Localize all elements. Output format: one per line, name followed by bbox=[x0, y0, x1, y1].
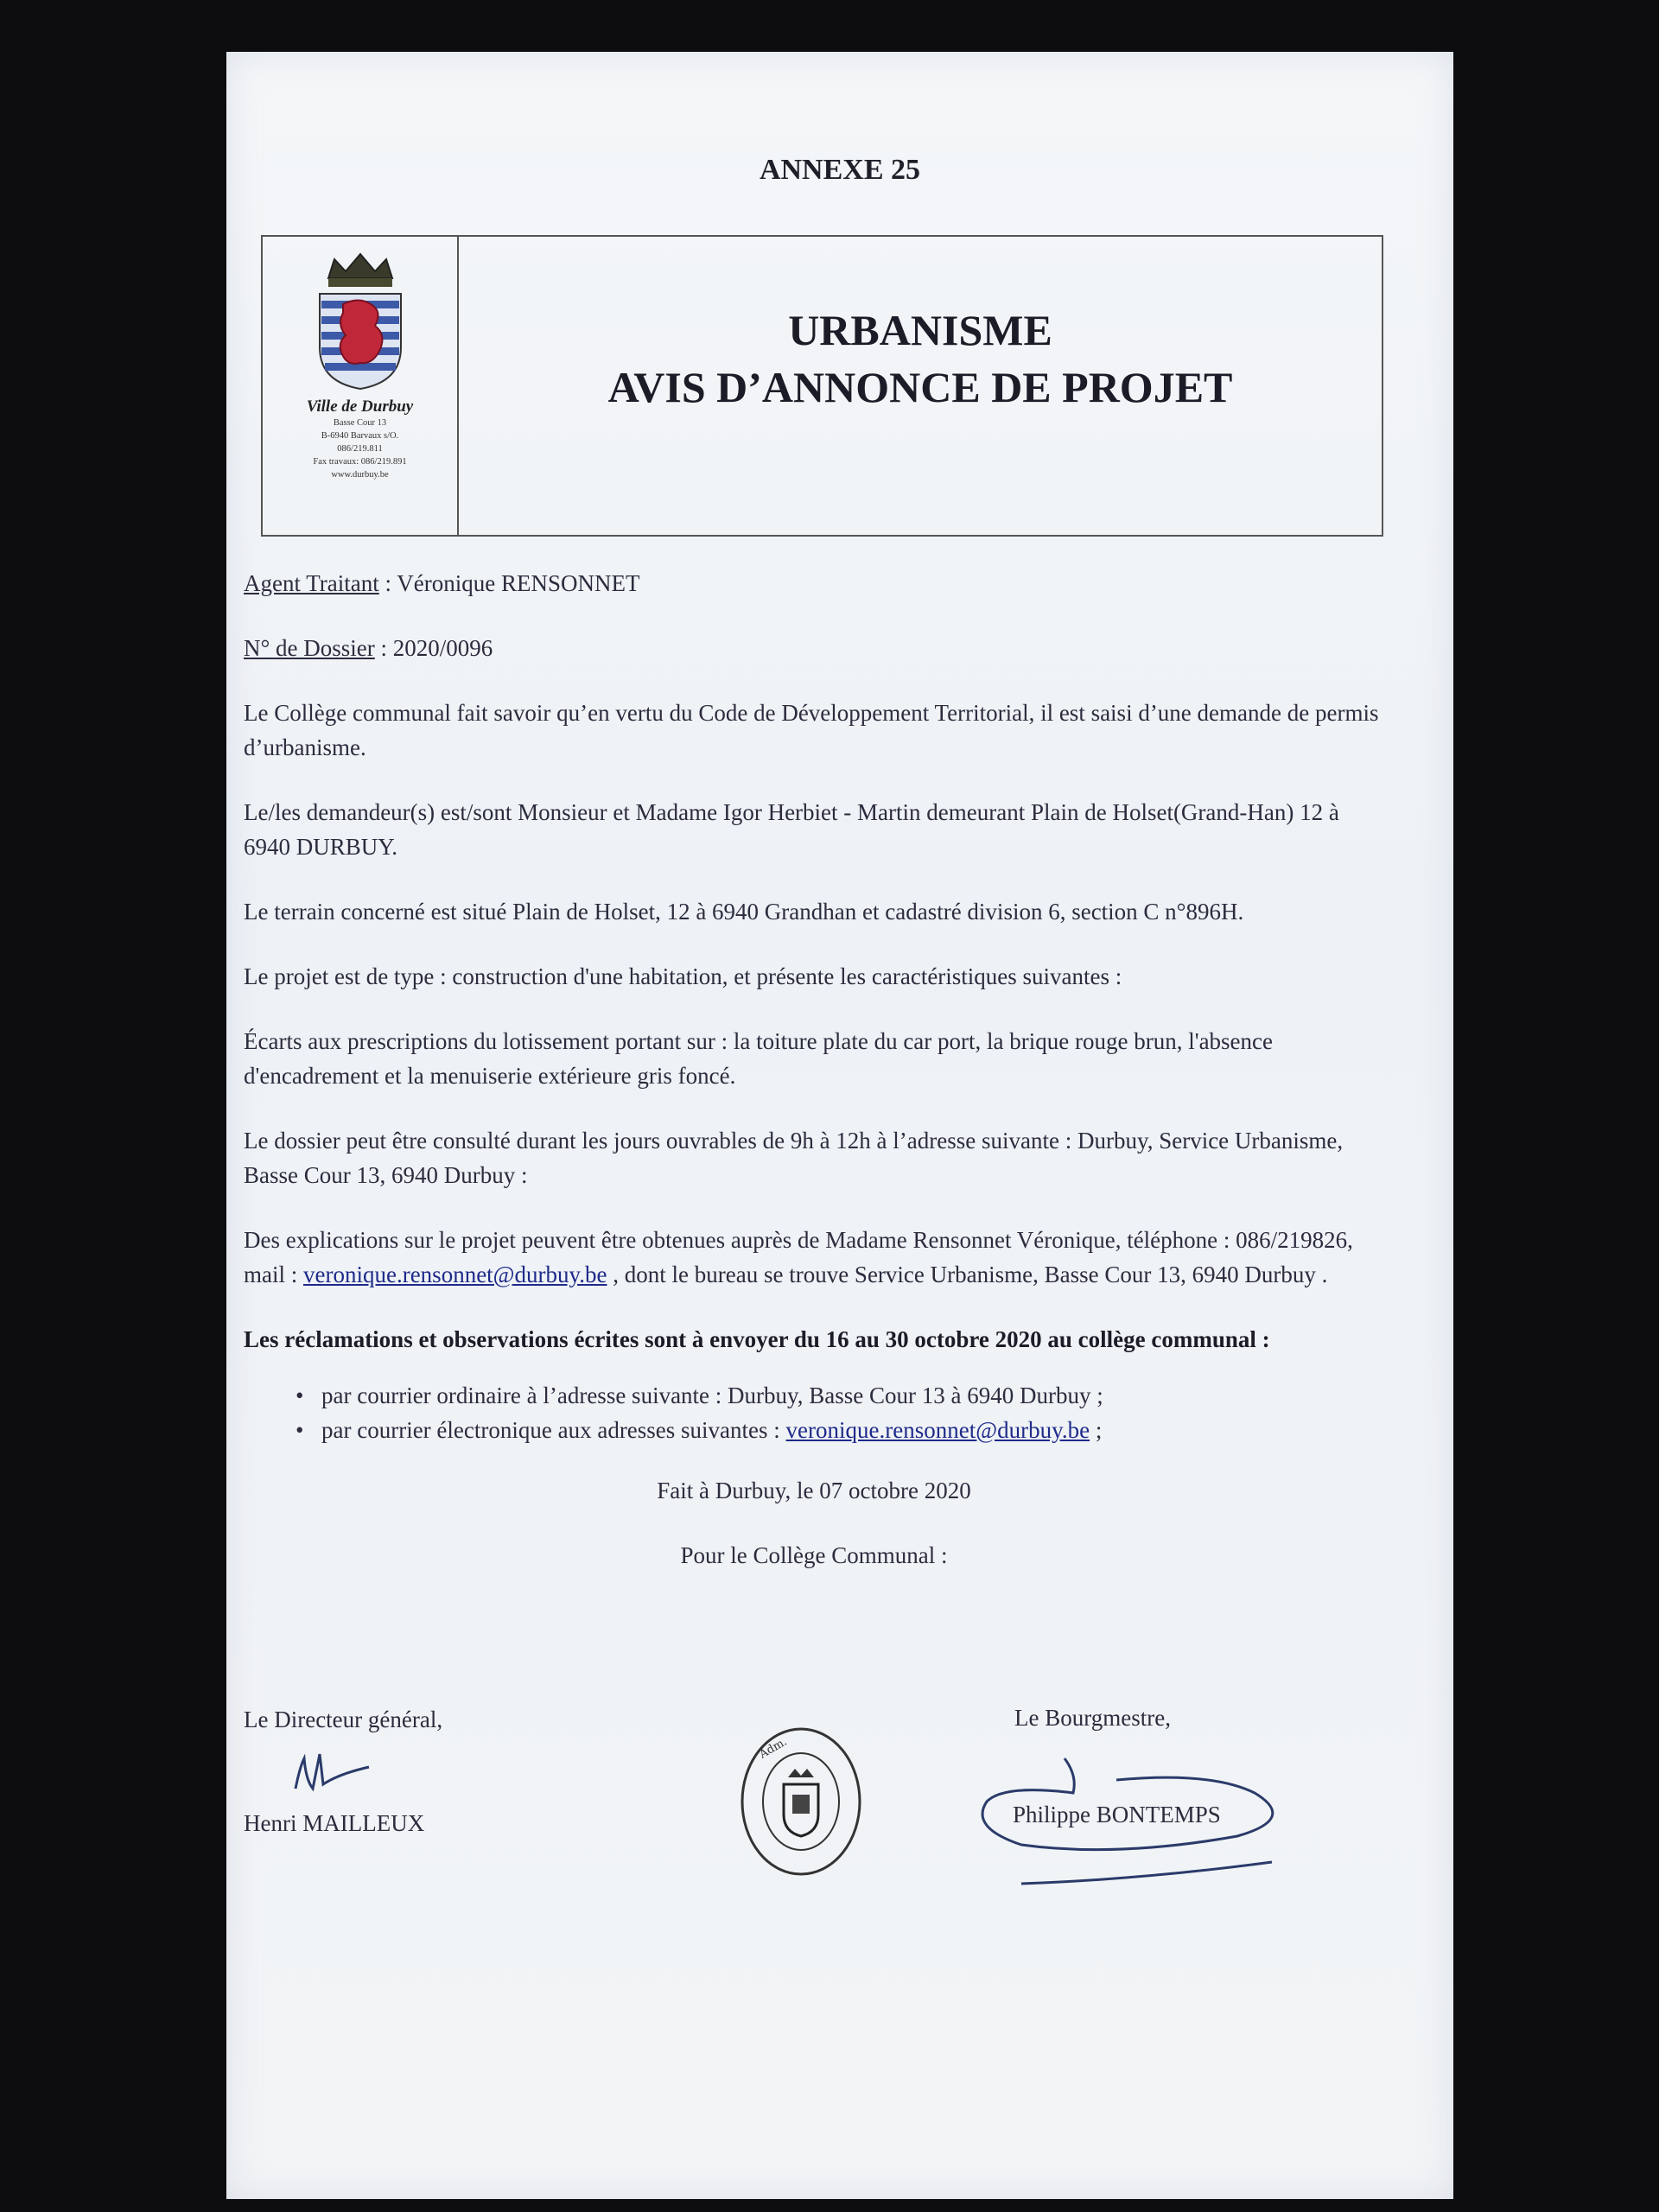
paragraph-7 bbox=[244, 1223, 1384, 1292]
logo-cell bbox=[263, 237, 459, 535]
dossier-line bbox=[244, 631, 1384, 665]
agent-line bbox=[244, 566, 1384, 601]
logo-city-name: Ville de Durbuy bbox=[306, 397, 414, 416]
claims-heading: Les réclamations et observations écrites sont à envoyer du 16 au 30 octobre 2020 au collège communal : bbox=[244, 1326, 1270, 1352]
dossier-label: N° de Dossier bbox=[244, 635, 375, 661]
bullet-2-text-b: ; bbox=[1090, 1417, 1103, 1443]
logo-fax: Fax travaux: 086/219.891 bbox=[313, 457, 407, 467]
dossier-value: : 2020/0096 bbox=[374, 635, 493, 661]
email-link-2[interactable]: veronique.rensonnet@durbuy.be bbox=[785, 1417, 1090, 1443]
commune-stamp-icon bbox=[736, 1724, 866, 1879]
paragraph-5: Écarts aux prescriptions du lotissement portant sur : la toiture plate du car port, la brique rouge brun, l'absence d'encadrement et la menuiserie extérieure gris foncé. bbox=[244, 1028, 1274, 1089]
header-box bbox=[261, 235, 1383, 537]
email-link[interactable]: veronique.rensonnet@durbuy.be bbox=[303, 1262, 607, 1287]
paragraph-7-text-b: , dont le bureau se trouve Service Urbanisme, Basse Cour 13, 6940 Durbuy . bbox=[607, 1262, 1328, 1287]
director-signature bbox=[278, 1741, 382, 1802]
claims-list bbox=[244, 1378, 1384, 1447]
paragraph-3: Le terrain concerné est situé Plain de Holset, 12 à 6940 Grandhan et cadastré division 6, section C n°896H. bbox=[244, 899, 1244, 925]
paragraph-6: Le dossier peut être consulté durant les jours ouvrables de 9h à 12h à l’adresse suivante : Durbuy, Service Urbanisme, Basse Cour 13, 6940 Durbuy : bbox=[244, 1128, 1344, 1188]
director-name: Henri MAILLEUX bbox=[244, 1810, 425, 1836]
annexe-label: ANNEXE 25 bbox=[759, 154, 921, 186]
paragraph-1: Le Collège communal fait savoir qu’en vertu du Code de Développement Territorial, il est saisi d’une demande de permis d’urbanisme. bbox=[244, 700, 1379, 760]
college-line: Pour le Collège Communal : bbox=[680, 1542, 948, 1568]
durbuy-coat-of-arms-icon bbox=[313, 252, 408, 391]
mayor-name: Philippe BONTEMPS bbox=[1013, 1802, 1221, 1827]
bullet-2-text-a: par courrier électronique aux adresses suivantes : bbox=[321, 1417, 786, 1443]
director-title: Le Directeur général, bbox=[244, 1707, 443, 1732]
title-cell bbox=[459, 237, 1382, 535]
mayor-title: Le Bourgmestre, bbox=[1014, 1705, 1171, 1731]
date-line: Fait à Durbuy, le 07 octobre 2020 bbox=[657, 1478, 971, 1503]
title-line-2: AVIS D’ANNONCE DE PROJET bbox=[607, 363, 1233, 411]
logo-address-2: B-6940 Barvaux s/O. bbox=[321, 431, 399, 441]
paragraph-4: Le projet est de type : construction d'une habitation, et présente les caractéristiques suivantes : bbox=[244, 963, 1122, 989]
agent-value: : Véronique RENSONNET bbox=[378, 570, 640, 596]
list-item: • par courrier ordinaire à l’adresse suivante : Durbuy, Basse Cour 13 à 6940 Durbuy ; bbox=[296, 1378, 1384, 1413]
agent-label: Agent Traitant bbox=[244, 570, 379, 596]
logo-phone: 086/219.811 bbox=[337, 444, 383, 454]
paragraph-2: Le/les demandeur(s) est/sont Monsieur et Madame Igor Herbiet - Martin demeurant Plain de Holset(Grand-Han) 12 à 6940 DURBUY. bbox=[244, 799, 1339, 860]
logo-website: www.durbuy.be bbox=[331, 470, 389, 480]
paragraph-7-text-a: Des explications sur le projet peuvent être obtenues auprès de Madame Rensonnet Véronique, téléphone : 086/219826, mail : bbox=[244, 1227, 1353, 1287]
title-line-1: URBANISME bbox=[788, 306, 1052, 354]
list-item bbox=[296, 1413, 1384, 1447]
signature-area bbox=[244, 1707, 1384, 1931]
svg-text:Adm.: Adm. bbox=[757, 1735, 790, 1762]
document-page bbox=[226, 52, 1453, 2199]
logo-address-1: Basse Cour 13 bbox=[333, 418, 387, 428]
notice-body bbox=[244, 566, 1384, 1603]
